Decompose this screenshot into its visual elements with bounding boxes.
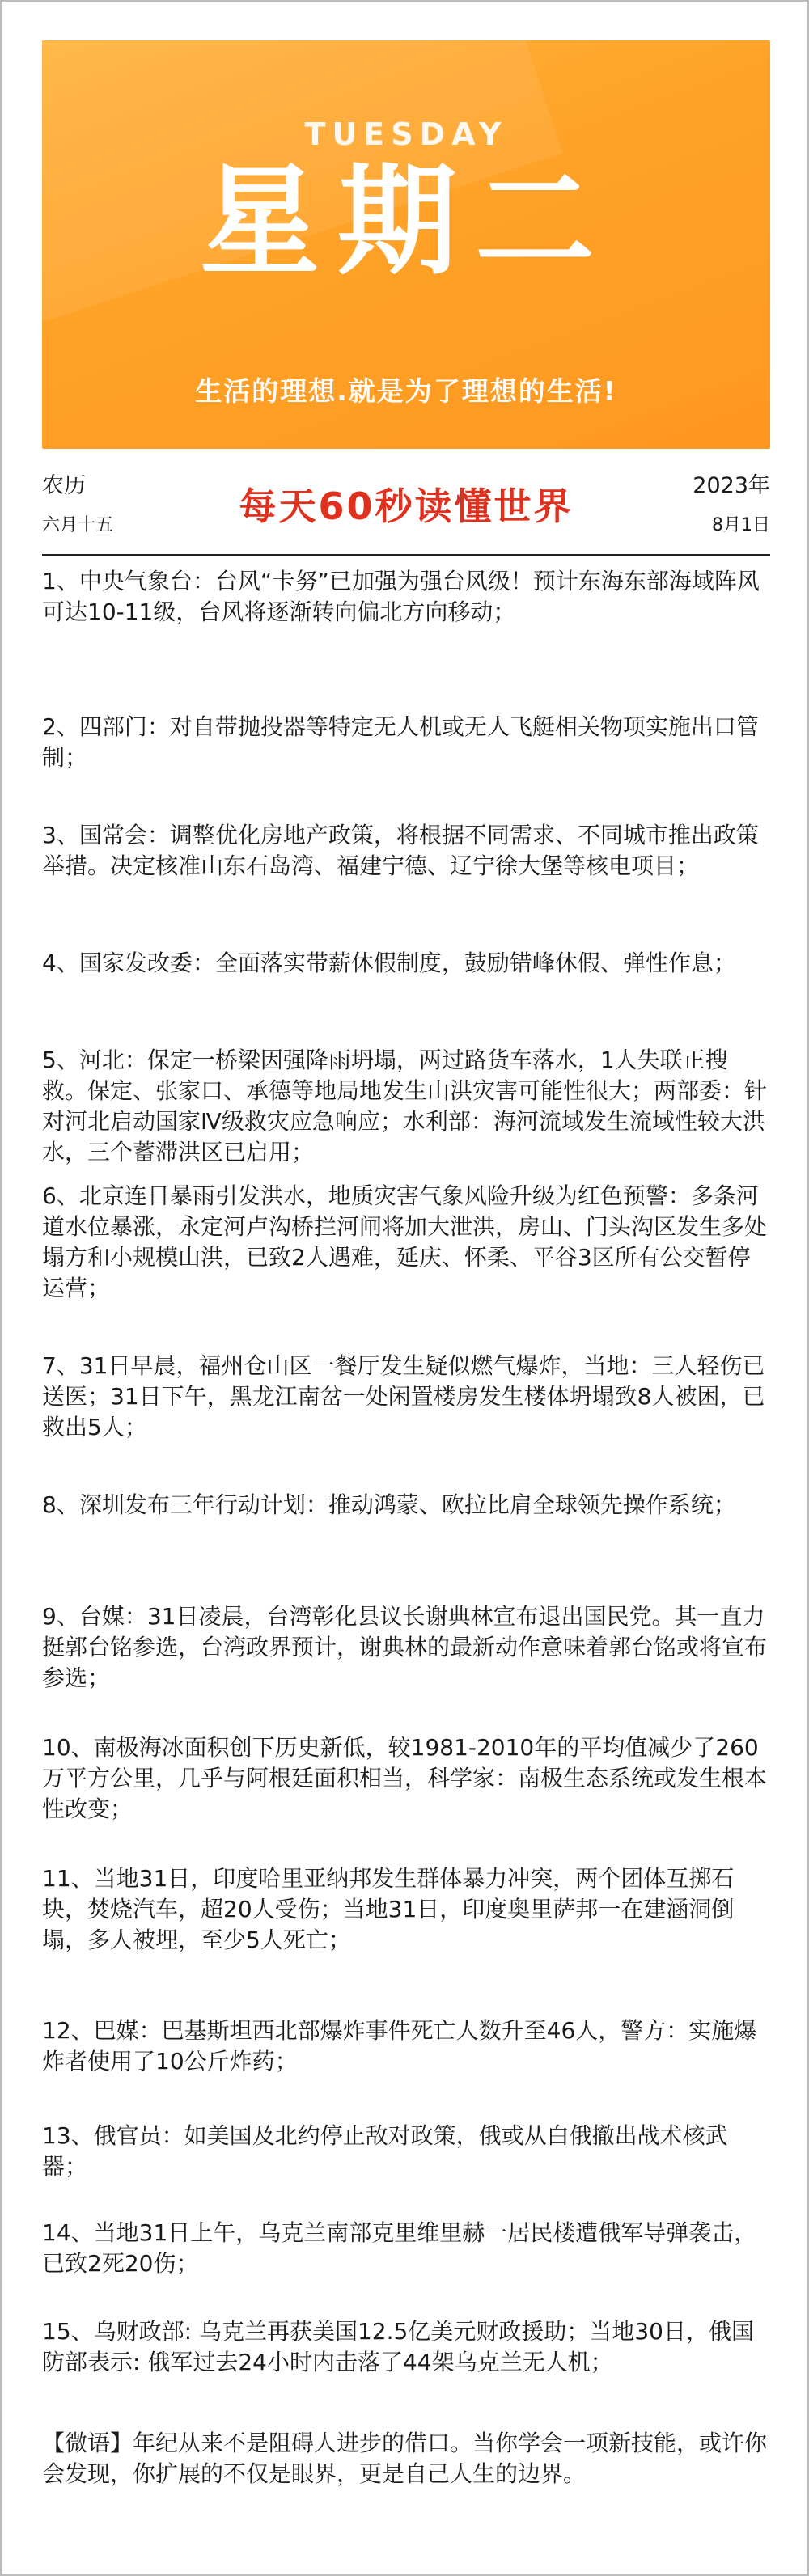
divider [42,554,770,556]
date-row [42,463,770,552]
lunar-date: 六月十五 [42,515,114,535]
news-item: 13、俄官员：如美国及北约停止敌对政策，俄或从白俄撤出战术核武器； [42,2122,728,2180]
news-item: 14、当地31日上午，乌克兰南部克里维里赫一居民楼遭俄军导弹袭击，已致2死20伤； [42,2219,757,2277]
news-item: 8、深圳发布三年行动计划：推动鸿蒙、欧拉比肩全球领先操作系统； [42,1491,736,1518]
news-item: 10、南极海冰面积创下历史新低，较1981-2010年的平均值减少了260万平方公里，几乎与阿根廷面积相当，科学家：南极生态系统或发生根本性改变； [42,1734,768,1822]
news-item: 9、台媒：31日凌晨，台湾彰化县议长谢典林宣布退出国民党。其一直力挺郭台铭参选，台湾政界预计，谢典林的最新动作意味着郭台铭或将宣布参选； [42,1603,768,1691]
quote: 【微语】年纪从来不是阻碍人进步的借口。当你学会一项新技能，或许你会发现，你扩展的不仅是眼界，更是自己人生的边界。 [42,2430,768,2487]
weekday-chinese: 星期二 [200,152,612,291]
news-item: 3、国常会：调整优化房地产政策，将根据不同需求、不同城市推出政策举措。决定核准山东石岛湾、福建宁德、辽宁徐大堡等核电项目； [42,822,759,879]
news-item: 6、北京连日暴雨引发洪水，地质灾害气象风险升级为红色预警：多条河道水位暴涨，永定河卢沟桥拦河闸将加大泄洪，房山、门头沟区发生多处塌方和小规模山洪，已致2人遇难，延庆、怀柔、平谷3区所有公交暂停运营； [42,1182,768,1301]
news-item: 15、乌财政部: 乌克兰再获美国12.5亿美元财政援助；当地30日，俄国防部表示: 俄军过去24小时内击落了44架乌克兰无人机； [42,2318,754,2375]
lunar-label: 农历 [42,473,86,498]
motto: 生活的理想.就是为了理想的生活! [195,375,617,407]
page-title: 每天60秒读懂世界 [239,484,574,528]
news-item: 12、巴媒：巴基斯坦西北部爆炸事件死亡人数升至46人，警方：实施爆炸者使用了10公斤炸药； [42,2017,757,2075]
month-day: 8月1日 [712,515,770,535]
news-item: 5、河北：保定一桥梁因强降雨坍塌，两过路货车落水，1人失联正搜救。保定、张家口、承德等地局地发生山洪灾害可能性很大；两部委：针对河北启动国家Ⅳ级救灾应急响应；水利部：海河流域发生流域性较大洪水，三个蓄滞洪区已启用； [42,1047,768,1165]
news-item: 11、当地31日，印度哈里亚纳邦发生群体暴力冲突，两个团体互掷石块，焚烧汽车，超20人受伤；当地31日，印度奥里萨邦一在建涵洞倒塌，多人被埋，至少5人死亡； [42,1865,735,1953]
news-item: 2、四部门：对自带抛投器等特定无人机或无人飞艇相关物项实施出口管制； [42,713,759,771]
news-item: 4、国家发改委：全面落实带薪休假制度，鼓励错峰休假、弹性作息； [42,950,736,976]
news-item: 7、31日早晨，福州仓山区一餐厅发生疑似燃气爆炸，当地：三人轻伤已送医；31日下午，黑龙江南岔一处闲置楼房发生楼体坍塌致8人被困，已救出5人； [42,1352,765,1440]
year: 2023年 [693,473,770,498]
news-item: 1、中央气象台：台风“卡努”已加强为强台风级！预计东海东部海域阵风可达10-11级，台风将逐渐转向偏北方向移动； [42,568,760,625]
weekday-english: TUESDAY [304,116,508,152]
header-banner [42,40,770,449]
